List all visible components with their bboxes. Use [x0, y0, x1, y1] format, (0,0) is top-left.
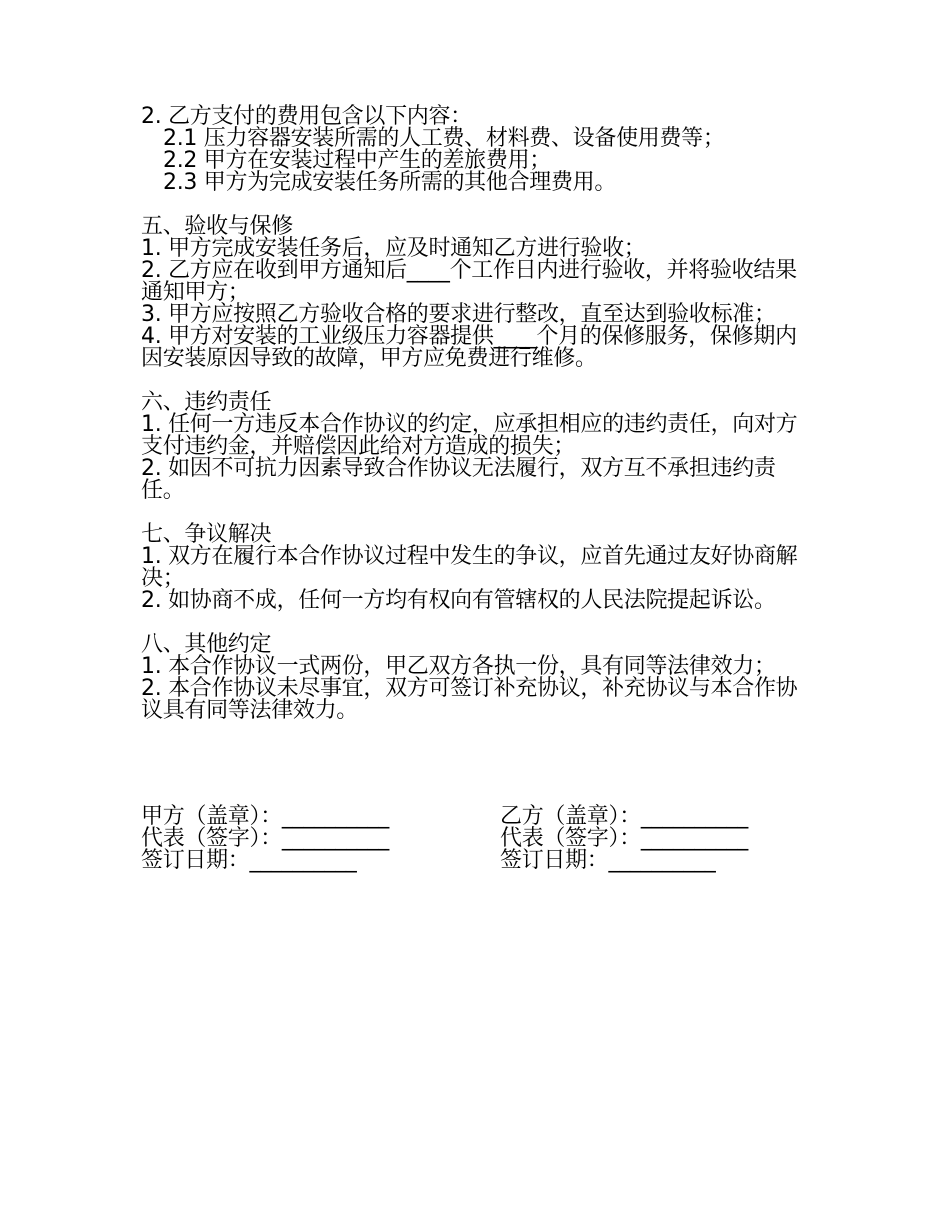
section-item: 2. 乙方应在收到甲方通知后____个工作日内进行验收，并将验收结果通知甲方； [141, 258, 797, 305]
section-item: 2. 如因不可抗力因素导致合作协议无法履行，双方互不承担违约责任。 [141, 456, 776, 503]
section-heading: 八、其他约定 [141, 632, 272, 657]
contract-body [141, 106, 813, 722]
section-heading: 六、违约责任 [141, 390, 272, 415]
fees-item-2: 2.2 甲方在安装过程中产生的差旅费用； [163, 148, 551, 173]
signature-party-a [141, 806, 389, 872]
section-item: 2. 本合作协议未尽事宜，双方可签订补充协议，补充协议与本合作协议具有同等法律效力。 [141, 676, 798, 723]
fees-item-3: 2.3 甲方为完成安装任务所需的其他合理费用。 [163, 170, 617, 195]
section-item: 1. 本合作协议一式两份，甲乙双方各执一份，具有同等法律效力； [141, 654, 776, 679]
section-heading: 七、争议解决 [141, 522, 272, 547]
party-b-seal: 乙方（盖章）：__________ [500, 804, 748, 829]
section-dispute-resolution [141, 524, 813, 612]
section-item: 2. 如协商不成，任何一方均有权向有管辖权的人民法院提起诉讼。 [141, 588, 776, 613]
section-heading: 五、验收与保修 [141, 214, 293, 239]
party-a-seal: 甲方（盖章）：__________ [141, 804, 389, 829]
section-item: 1. 任何一方违反本合作协议的约定，应承担相应的违约责任，向对方支付违约金，并赔偿因此给对方造成的损失； [141, 412, 798, 459]
party-b-representative: 代表（签字）：__________ [500, 826, 748, 851]
section-item: 3. 甲方应按照乙方验收合格的要求进行整改，直至达到验收标准； [141, 302, 776, 327]
signature-party-b [500, 806, 748, 872]
section-item: 1. 双方在履行本合作协议过程中发生的争议，应首先通过友好协商解决； [141, 544, 798, 591]
party-a-sign-date: 签订日期：__________ [141, 848, 357, 873]
fees-intro: 2. 乙方支付的费用包含以下内容： [141, 104, 472, 129]
party-b-sign-date: 签订日期：__________ [500, 848, 716, 873]
section-other-terms [141, 634, 813, 722]
section-breach-liability [141, 392, 813, 502]
party-a-representative: 代表（签字）：__________ [141, 826, 389, 851]
section-item: 4. 甲方对安装的工业级压力容器提供____个月的保修服务，保修期内因安装原因导致的故障，甲方应免费进行维修。 [141, 324, 797, 371]
section-item: 1. 甲方完成安装任务后，应及时通知乙方进行验收； [141, 236, 646, 261]
fees-block [141, 106, 813, 194]
section-acceptance-warranty [141, 216, 813, 370]
fees-item-1: 2.1 压力容器安装所需的人工费、材料费、设备使用费等； [163, 126, 725, 151]
